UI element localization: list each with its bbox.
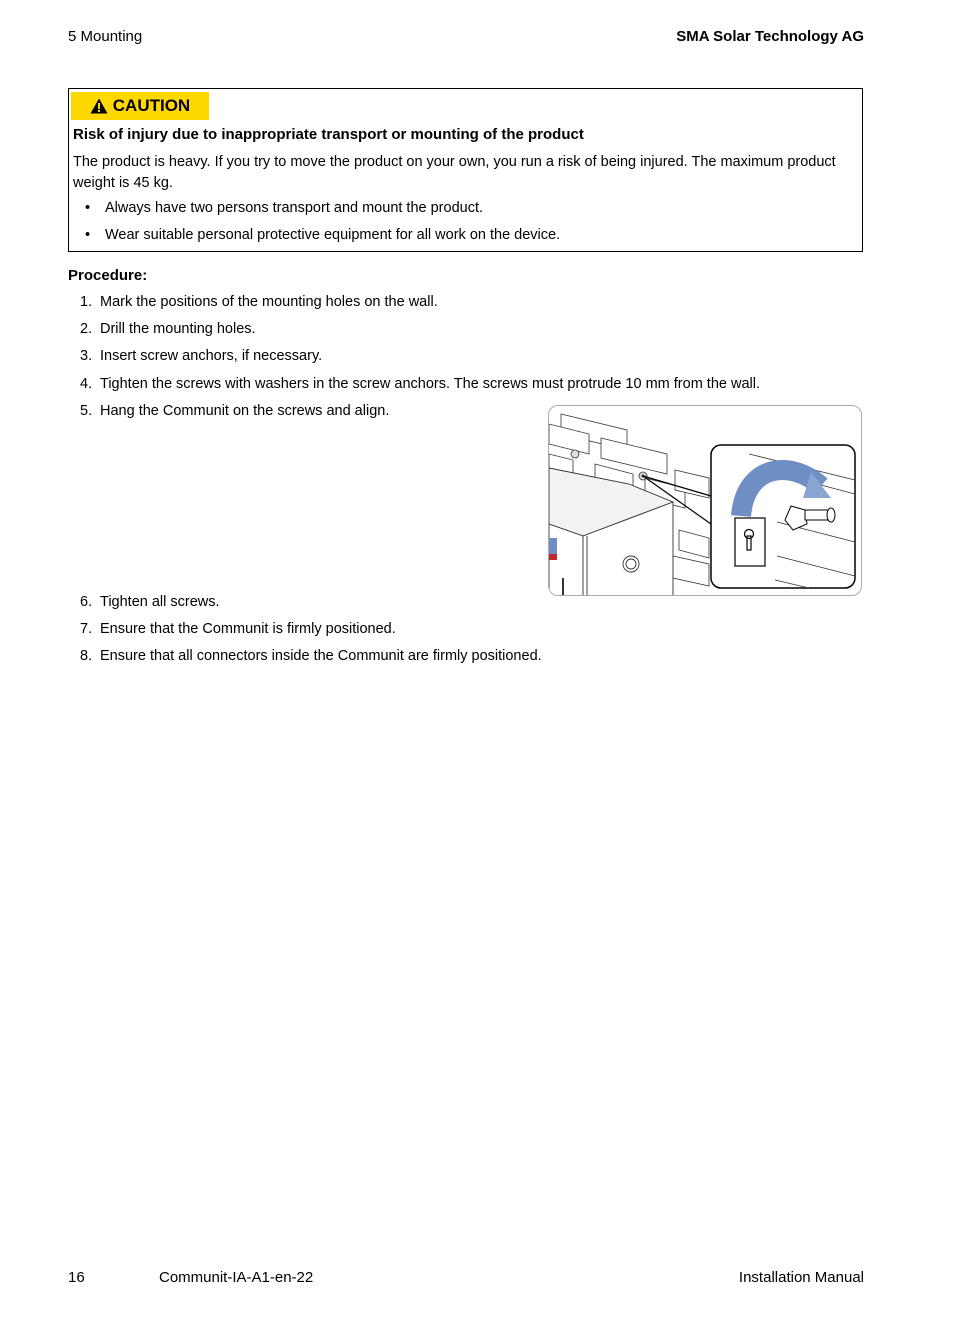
procedure-step [80, 594, 220, 610]
step-number: 7. [80, 621, 93, 637]
step-text: Tighten all screws. [100, 594, 220, 610]
step-number: 8. [80, 648, 93, 664]
caution-box [68, 88, 863, 252]
procedure-step [80, 321, 256, 337]
step-number: 4. [80, 376, 93, 392]
mounting-illustration [548, 405, 862, 596]
caution-heading: Risk of injury due to inappropriate transport or mounting of the product [73, 126, 584, 143]
step-number: 2. [80, 321, 93, 337]
caution-bullet-text: Wear suitable personal protective equipment for all work on the device. [105, 227, 561, 243]
page-number: 16 [68, 1269, 85, 1286]
step-text: Hang the Communit on the screws and align. [100, 403, 390, 419]
procedure-step [80, 376, 760, 392]
step-number: 1. [80, 294, 93, 310]
step-text: Mark the positions of the mounting holes on the wall. [100, 294, 438, 310]
warning-icon [90, 98, 108, 114]
manual-title: Installation Manual [738, 1269, 864, 1286]
procedure-step [80, 348, 322, 364]
company-name: SMA Solar Technology AG [676, 28, 864, 45]
step-text: Tighten the screws with washers in the screw anchors. The screws must protrude 10 mm from the wall. [100, 376, 760, 392]
caution-bullet: • Wear suitable personal protective equipment for all work on the device. [85, 227, 561, 243]
caution-badge [71, 92, 209, 120]
procedure-label: Procedure: [68, 267, 148, 284]
step-number: 3. [80, 348, 93, 364]
procedure-step [80, 648, 542, 664]
detail-callout [711, 445, 855, 588]
procedure-step [80, 294, 438, 310]
step-text: Insert screw anchors, if necessary. [100, 348, 323, 364]
step-text: Drill the mounting holes. [100, 321, 256, 337]
section-title: 5 Mounting [68, 28, 143, 45]
procedure-step [80, 403, 389, 419]
step-text: Ensure that all connectors inside the Communit are firmly positioned. [100, 648, 542, 664]
caution-text: The product is heavy. If you try to move the product on your own, you run a risk of being injured. The maximum product weight is 45 kg. [73, 154, 836, 191]
step-text: Ensure that the Communit is firmly positioned. [100, 621, 396, 637]
caution-bullet: • Always have two persons transport and mount the product. [85, 200, 484, 216]
step-number: 6. [80, 594, 93, 610]
step-number: 5. [80, 403, 93, 419]
procedure-step [80, 621, 396, 637]
caution-bullet-text: Always have two persons transport and mount the product. [105, 200, 484, 216]
document-id: Communit-IA-A1-en-22 [159, 1269, 314, 1286]
caution-badge-label: CAUTION [112, 96, 191, 115]
